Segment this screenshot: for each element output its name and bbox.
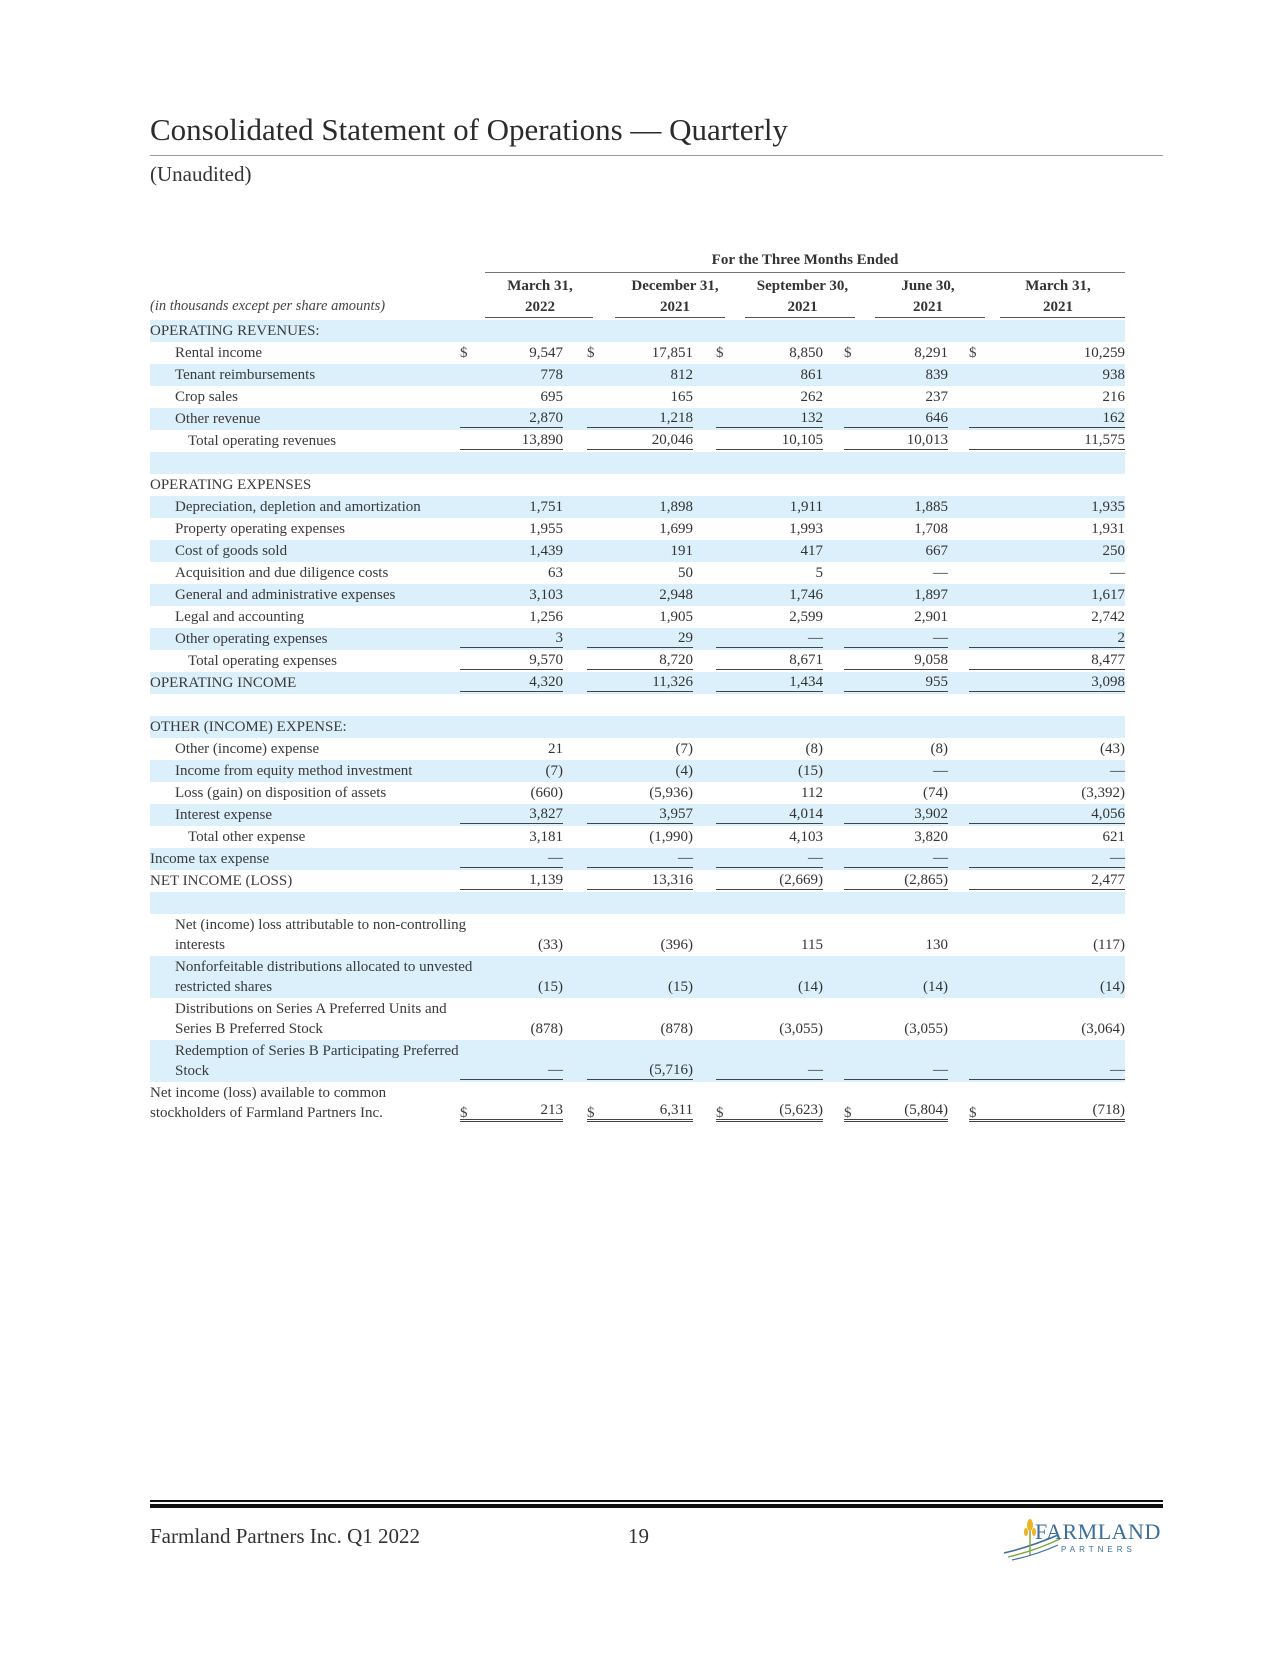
table-cell: 955 xyxy=(844,674,948,692)
table-cell: 2,948 xyxy=(659,587,693,603)
table-cell: 1,905 xyxy=(659,609,693,625)
table-cell: 115 xyxy=(801,937,823,953)
title-divider xyxy=(150,155,1163,156)
table-row xyxy=(150,782,1125,804)
row-label: Distributions on Series A Preferred Units and Series B Preferred Stock xyxy=(175,1001,447,1037)
table-row xyxy=(150,848,1125,870)
table-cell: 8,477 xyxy=(969,652,1125,670)
table-cell: — xyxy=(460,1062,563,1080)
table-cell: 1,993 xyxy=(789,521,823,537)
logo-subtext: PARTNERS xyxy=(1061,1545,1136,1554)
table-cell: (1,990) xyxy=(649,829,693,845)
table-cell: 5 xyxy=(815,565,823,581)
table-cell: 1,699 xyxy=(659,521,693,537)
row-label: Tenant reimbursements xyxy=(175,367,316,383)
table-cell: 17,851 xyxy=(651,345,693,361)
table-row xyxy=(150,562,1125,584)
table-cell: 1,439 xyxy=(529,543,563,559)
table-cell: 1,617 xyxy=(1091,587,1125,603)
table-row xyxy=(150,1082,1125,1124)
table-cell: 3,103 xyxy=(529,587,563,603)
table-cell: 162 xyxy=(969,410,1125,428)
row-label: Property operating expenses xyxy=(175,521,345,537)
table-cell: 3,827 xyxy=(460,806,563,824)
table-row xyxy=(150,320,1125,342)
table-cell: 1,935 xyxy=(1091,499,1125,515)
table-cell: 2,742 xyxy=(1091,609,1125,625)
table-row xyxy=(150,716,1125,738)
table-cell: (3,392) xyxy=(1081,785,1125,801)
table-cell: 1,955 xyxy=(529,521,563,537)
table-cell: 1,746 xyxy=(789,587,823,603)
table-cell: 861 xyxy=(800,367,823,383)
table-row xyxy=(150,914,1125,956)
table-row xyxy=(150,760,1125,782)
table-cell: 13,890 xyxy=(460,432,563,450)
column-header-3 xyxy=(745,276,860,318)
table-cell: (15) xyxy=(668,979,693,995)
table-row xyxy=(150,408,1125,430)
table-cell: 1,218 xyxy=(587,410,693,428)
row-label: Income tax expense xyxy=(150,851,270,867)
table-row xyxy=(150,870,1125,892)
table-cell: 191 xyxy=(670,543,693,559)
table-cell: 250 xyxy=(1102,543,1125,559)
row-label: Depreciation, depletion and amortization xyxy=(175,499,421,515)
column-header-3-line1: September 30, xyxy=(756,278,849,294)
period-header-divider xyxy=(485,272,1125,273)
table-cell: (14) xyxy=(798,979,823,995)
table-row xyxy=(150,628,1125,650)
table-cell: — xyxy=(844,1062,948,1080)
row-label: Total operating revenues xyxy=(188,433,337,449)
table-cell: — xyxy=(460,850,563,868)
table-cell: (5,623) xyxy=(716,1102,823,1122)
table-cell: (5,936) xyxy=(649,785,693,801)
dollar-sign: $ xyxy=(969,1105,977,1121)
table-cell: 216 xyxy=(1102,389,1125,405)
column-header-1-underline xyxy=(485,317,593,318)
row-label: Legal and accounting xyxy=(175,609,305,625)
table-cell: 417 xyxy=(800,543,823,559)
table-cell: 3,098 xyxy=(969,674,1125,692)
table-cell: (396) xyxy=(660,937,693,953)
table-cell: — xyxy=(716,1062,823,1080)
column-header-5-underline xyxy=(1000,317,1125,318)
footer-divider xyxy=(150,1500,1163,1502)
row-label: Total other expense xyxy=(188,829,306,845)
table-cell: (3,055) xyxy=(779,1021,823,1037)
table-cell: 1,708 xyxy=(914,521,948,537)
table-cell: — xyxy=(969,1062,1125,1080)
table-cell: 50 xyxy=(678,565,693,581)
table-cell: 1,751 xyxy=(529,499,563,515)
table-row xyxy=(150,672,1125,694)
table-cell: 21 xyxy=(548,741,563,757)
table-cell: (7) xyxy=(545,763,563,779)
table-cell: — xyxy=(1110,763,1125,779)
table-cell: 1,139 xyxy=(460,872,563,890)
table-cell: 3,902 xyxy=(844,806,948,824)
table-cell: (878) xyxy=(530,1021,563,1037)
table-row xyxy=(150,738,1125,760)
dollar-sign: $ xyxy=(460,345,468,361)
table-cell: 667 xyxy=(925,543,948,559)
table-cell: 8,671 xyxy=(716,652,823,670)
units-note: (in thousands except per share amounts) xyxy=(150,298,386,314)
table-cell: 778 xyxy=(540,367,563,383)
table-row xyxy=(150,584,1125,606)
table-cell: 4,056 xyxy=(969,806,1125,824)
statement-table xyxy=(150,320,1125,1124)
table-cell: 20,046 xyxy=(587,432,693,450)
table-cell: 63 xyxy=(548,565,563,581)
table-cell: 938 xyxy=(1102,367,1125,383)
table-row xyxy=(150,826,1125,848)
table-cell: 262 xyxy=(800,389,823,405)
table-cell: (43) xyxy=(1100,741,1125,757)
table-row xyxy=(150,998,1125,1040)
table-cell: 812 xyxy=(670,367,693,383)
table-cell: 3,820 xyxy=(914,829,948,845)
table-cell: (3,064) xyxy=(1081,1021,1125,1037)
row-label: Total operating expenses xyxy=(188,653,337,669)
table-cell: 11,575 xyxy=(969,432,1125,450)
table-cell: (14) xyxy=(1100,979,1125,995)
table-cell: 10,105 xyxy=(716,432,823,450)
table-cell: — xyxy=(587,850,693,868)
table-cell: (5,804) xyxy=(844,1102,948,1122)
column-header-2 xyxy=(620,276,730,318)
table-cell: 237 xyxy=(925,389,948,405)
table-cell: (74) xyxy=(923,785,948,801)
table-cell: — xyxy=(933,565,948,581)
table-cell: 2 xyxy=(969,630,1125,648)
row-label: OTHER (INCOME) EXPENSE: xyxy=(150,719,347,735)
table-cell: 1,885 xyxy=(914,499,948,515)
page-number: 19 xyxy=(628,1524,649,1548)
dollar-sign: $ xyxy=(587,1105,595,1121)
dollar-sign: $ xyxy=(844,1105,852,1121)
table-cell: 6,311 xyxy=(587,1102,693,1122)
table-cell: 9,570 xyxy=(460,652,563,670)
table-row xyxy=(150,694,1125,716)
table-cell: (878) xyxy=(660,1021,693,1037)
table-cell: — xyxy=(1110,565,1125,581)
table-row xyxy=(150,364,1125,386)
row-label: Redemption of Series B Participating Preferred Stock xyxy=(175,1043,459,1079)
period-header: For the Three Months Ended xyxy=(711,252,899,268)
table-cell: 10,013 xyxy=(844,432,948,450)
footer-divider-thick xyxy=(150,1504,1163,1508)
table-cell: 1,434 xyxy=(716,674,823,692)
table-cell: (718) xyxy=(969,1102,1125,1122)
table-cell: 132 xyxy=(716,410,823,428)
table-cell: 621 xyxy=(1102,829,1125,845)
table-cell: (2,669) xyxy=(716,872,823,890)
table-cell: 29 xyxy=(587,630,693,648)
table-row xyxy=(150,606,1125,628)
table-cell: — xyxy=(933,763,948,779)
table-cell: 8,720 xyxy=(587,652,693,670)
table-cell: — xyxy=(969,850,1125,868)
table-row xyxy=(150,892,1125,914)
column-header-2-line1: December 31, xyxy=(631,278,719,294)
table-cell: 1,898 xyxy=(659,499,693,515)
table-row xyxy=(150,474,1125,496)
table-cell: (117) xyxy=(1093,937,1125,953)
table-row xyxy=(150,386,1125,408)
dollar-sign: $ xyxy=(716,1105,724,1121)
table-cell: — xyxy=(716,850,823,868)
table-cell: 10,259 xyxy=(1083,345,1125,361)
table-cell: (4) xyxy=(675,763,693,779)
table-row xyxy=(150,804,1125,826)
column-header-1-line2: 2022 xyxy=(525,299,555,315)
row-label: Other (income) expense xyxy=(175,741,320,757)
table-cell: 130 xyxy=(925,937,948,953)
column-header-4 xyxy=(878,276,978,318)
row-label: Net income (loss) available to common stockholders of Farmland Partners Inc. xyxy=(150,1085,387,1121)
row-label: General and administrative expenses xyxy=(175,587,396,603)
table-cell: 13,316 xyxy=(587,872,693,890)
dollar-sign: $ xyxy=(716,345,724,361)
column-header-2-line2: 2021 xyxy=(660,299,690,315)
row-label: Rental income xyxy=(175,345,263,361)
row-label: Net (income) loss attributable to non-controlling interests xyxy=(175,917,467,953)
dollar-sign: $ xyxy=(969,345,977,361)
row-label: OPERATING INCOME xyxy=(150,675,297,691)
table-row xyxy=(150,430,1125,452)
table-cell: 8,291 xyxy=(914,345,948,361)
table-row xyxy=(150,650,1125,672)
row-label: Nonforfeitable distributions allocated to unvested restricted shares xyxy=(175,959,473,995)
table-cell: — xyxy=(844,630,948,648)
table-cell: — xyxy=(716,630,823,648)
row-label: NET INCOME (LOSS) xyxy=(150,873,293,889)
column-header-5 xyxy=(1008,276,1108,318)
dollar-sign: $ xyxy=(587,345,595,361)
table-cell: (660) xyxy=(530,785,563,801)
table-cell: 646 xyxy=(844,410,948,428)
table-cell: 213 xyxy=(460,1102,563,1122)
table-cell: 2,477 xyxy=(969,872,1125,890)
table-row xyxy=(150,496,1125,518)
table-cell: 112 xyxy=(801,785,823,801)
dollar-sign: $ xyxy=(460,1105,468,1121)
row-label: Interest expense xyxy=(175,807,273,823)
table-cell: 4,320 xyxy=(460,674,563,692)
table-cell: 4,014 xyxy=(716,806,823,824)
table-cell: (15) xyxy=(798,763,823,779)
table-cell: (3,055) xyxy=(904,1021,948,1037)
table-row xyxy=(150,1040,1125,1082)
table-cell: 2,901 xyxy=(914,609,948,625)
table-cell: (14) xyxy=(923,979,948,995)
table-cell: 11,326 xyxy=(587,674,693,692)
table-cell: 1,931 xyxy=(1091,521,1125,537)
row-label: Other operating expenses xyxy=(175,631,328,647)
table-row xyxy=(150,956,1125,998)
column-header-1-line1: March 31, xyxy=(507,278,573,294)
table-row xyxy=(150,518,1125,540)
column-header-5-line1: March 31, xyxy=(1025,278,1091,294)
column-header-1 xyxy=(490,276,590,318)
row-label: Other revenue xyxy=(175,411,261,427)
table-cell: (15) xyxy=(538,979,563,995)
page-subtitle: (Unaudited) xyxy=(150,162,252,186)
table-cell: 1,911 xyxy=(789,499,823,515)
row-label: Loss (gain) on disposition of assets xyxy=(175,785,387,801)
column-header-4-line1: June 30, xyxy=(901,278,955,294)
table-cell: 1,256 xyxy=(529,609,563,625)
table-cell: 3 xyxy=(460,630,563,648)
table-cell: 3,181 xyxy=(529,829,563,845)
table-cell: (8) xyxy=(805,741,823,757)
row-label: OPERATING EXPENSES xyxy=(150,477,312,493)
table-cell: 165 xyxy=(670,389,693,405)
table-cell: 4,103 xyxy=(789,829,823,845)
table-cell: — xyxy=(844,850,948,868)
column-header-3-underline xyxy=(745,317,855,318)
table-cell: 2,870 xyxy=(460,410,563,428)
table-cell: (33) xyxy=(538,937,563,953)
column-header-3-line2: 2021 xyxy=(787,299,818,315)
column-header-2-underline xyxy=(615,317,725,318)
table-row xyxy=(150,452,1125,474)
table-cell: (7) xyxy=(675,741,693,757)
dollar-sign: $ xyxy=(844,345,852,361)
table-cell: (5,716) xyxy=(587,1062,693,1080)
column-header-5-line2: 2021 xyxy=(1043,299,1073,315)
page-title: Consolidated Statement of Operations — Quarterly xyxy=(150,112,788,147)
column-header-4-underline xyxy=(875,317,985,318)
row-label: Acquisition and due diligence costs xyxy=(175,565,389,581)
table-row xyxy=(150,342,1125,364)
row-label: Crop sales xyxy=(175,389,238,405)
table-cell: (2,865) xyxy=(844,872,948,890)
table-cell: 2,599 xyxy=(789,609,823,625)
table-cell: (8) xyxy=(930,741,948,757)
table-cell: 695 xyxy=(540,389,563,405)
table-row xyxy=(150,540,1125,562)
table-cell: 9,547 xyxy=(529,345,563,361)
table-cell: 839 xyxy=(925,367,948,383)
column-header-4-line2: 2021 xyxy=(913,299,943,315)
row-label: OPERATING REVENUES: xyxy=(150,323,320,339)
table-cell: 8,850 xyxy=(789,345,823,361)
table-cell: 3,957 xyxy=(587,806,693,824)
table-cell: 1,897 xyxy=(914,587,948,603)
row-label: Income from equity method investment xyxy=(175,763,413,779)
logo-wordmark: FARMLAND xyxy=(1035,1519,1161,1544)
row-label: Cost of goods sold xyxy=(175,543,288,559)
footer-company: Farmland Partners Inc. Q1 2022 xyxy=(150,1524,421,1548)
table-cell: 9,058 xyxy=(844,652,948,670)
